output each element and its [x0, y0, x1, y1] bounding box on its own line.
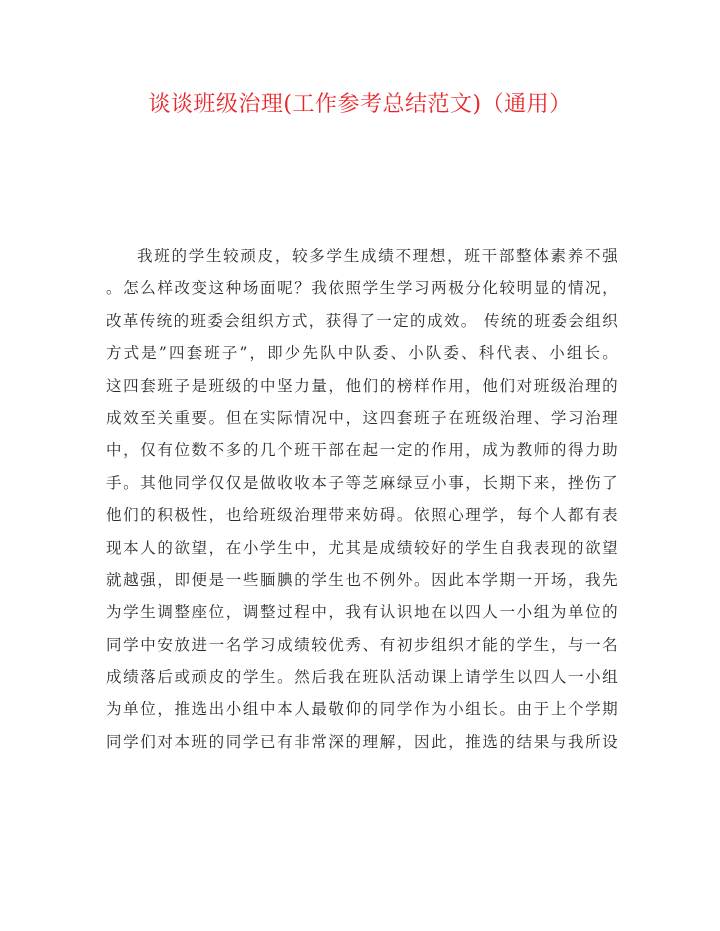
body-line: 成效至关重要。但在实际情况中，这四套班子在班级治理、学习治理 — [106, 408, 618, 427]
body-line: 现本人的欲望，在小学生中，尤其是成绩较好的学生自我表现的欲望 — [106, 538, 618, 557]
body-line: 中，仅有位数不多的几个班干部在起一定的作用，成为教师的得力助 — [106, 441, 618, 460]
body-line: 方式是”四套班子”，即少先队中队委、小队委、科代表、小组长。 — [106, 344, 618, 363]
body-line: 成绩落后或顽皮的学生。然后我在班队活动课上请学生以四人一小组 — [106, 668, 618, 687]
document-body — [106, 240, 618, 758]
body-line: 。怎么样改变这种场面呢？我依照学生学习两极分化较明显的情况， — [106, 279, 618, 298]
document-title: 谈谈班级治理(工作参考总结范文)（通用） — [148, 92, 572, 117]
body-line: 手。其他同学仅仅是做收收本子等芝麻绿豆小事，长期下来，挫伤了 — [106, 473, 618, 492]
body-line: 改革传统的班委会组织方式，获得了一定的成效。 传统的班委会组织 — [106, 311, 618, 330]
body-line: 同学中安放进一名学习成绩较优秀、有初步组织才能的学生，与一名 — [106, 635, 618, 654]
body-line: 为学生调整座位，调整过程中，我有认识地在以四人一小组为单位的 — [106, 603, 618, 622]
body-line: 我班的学生较顽皮，较多学生成绩不理想，班干部整体素养不强 — [137, 247, 618, 265]
body-line: 为单位，推选出小组中本人最敬仰的同学作为小组长。由于上个学期 — [106, 700, 618, 719]
body-line: 他们的积极性，也给班级治理带来妨碍。依照心理学，每个人都有表 — [106, 506, 618, 525]
body-line: 同学们对本班的同学已有非常深的理解，因此，推选的结果与我所设 — [106, 732, 618, 751]
body-line: 这四套班子是班级的中坚力量，他们的榜样作用，他们对班级治理的 — [106, 376, 618, 395]
body-line: 就越强，即便是一些腼腆的学生也不例外。因此本学期一开场，我先 — [106, 570, 618, 589]
